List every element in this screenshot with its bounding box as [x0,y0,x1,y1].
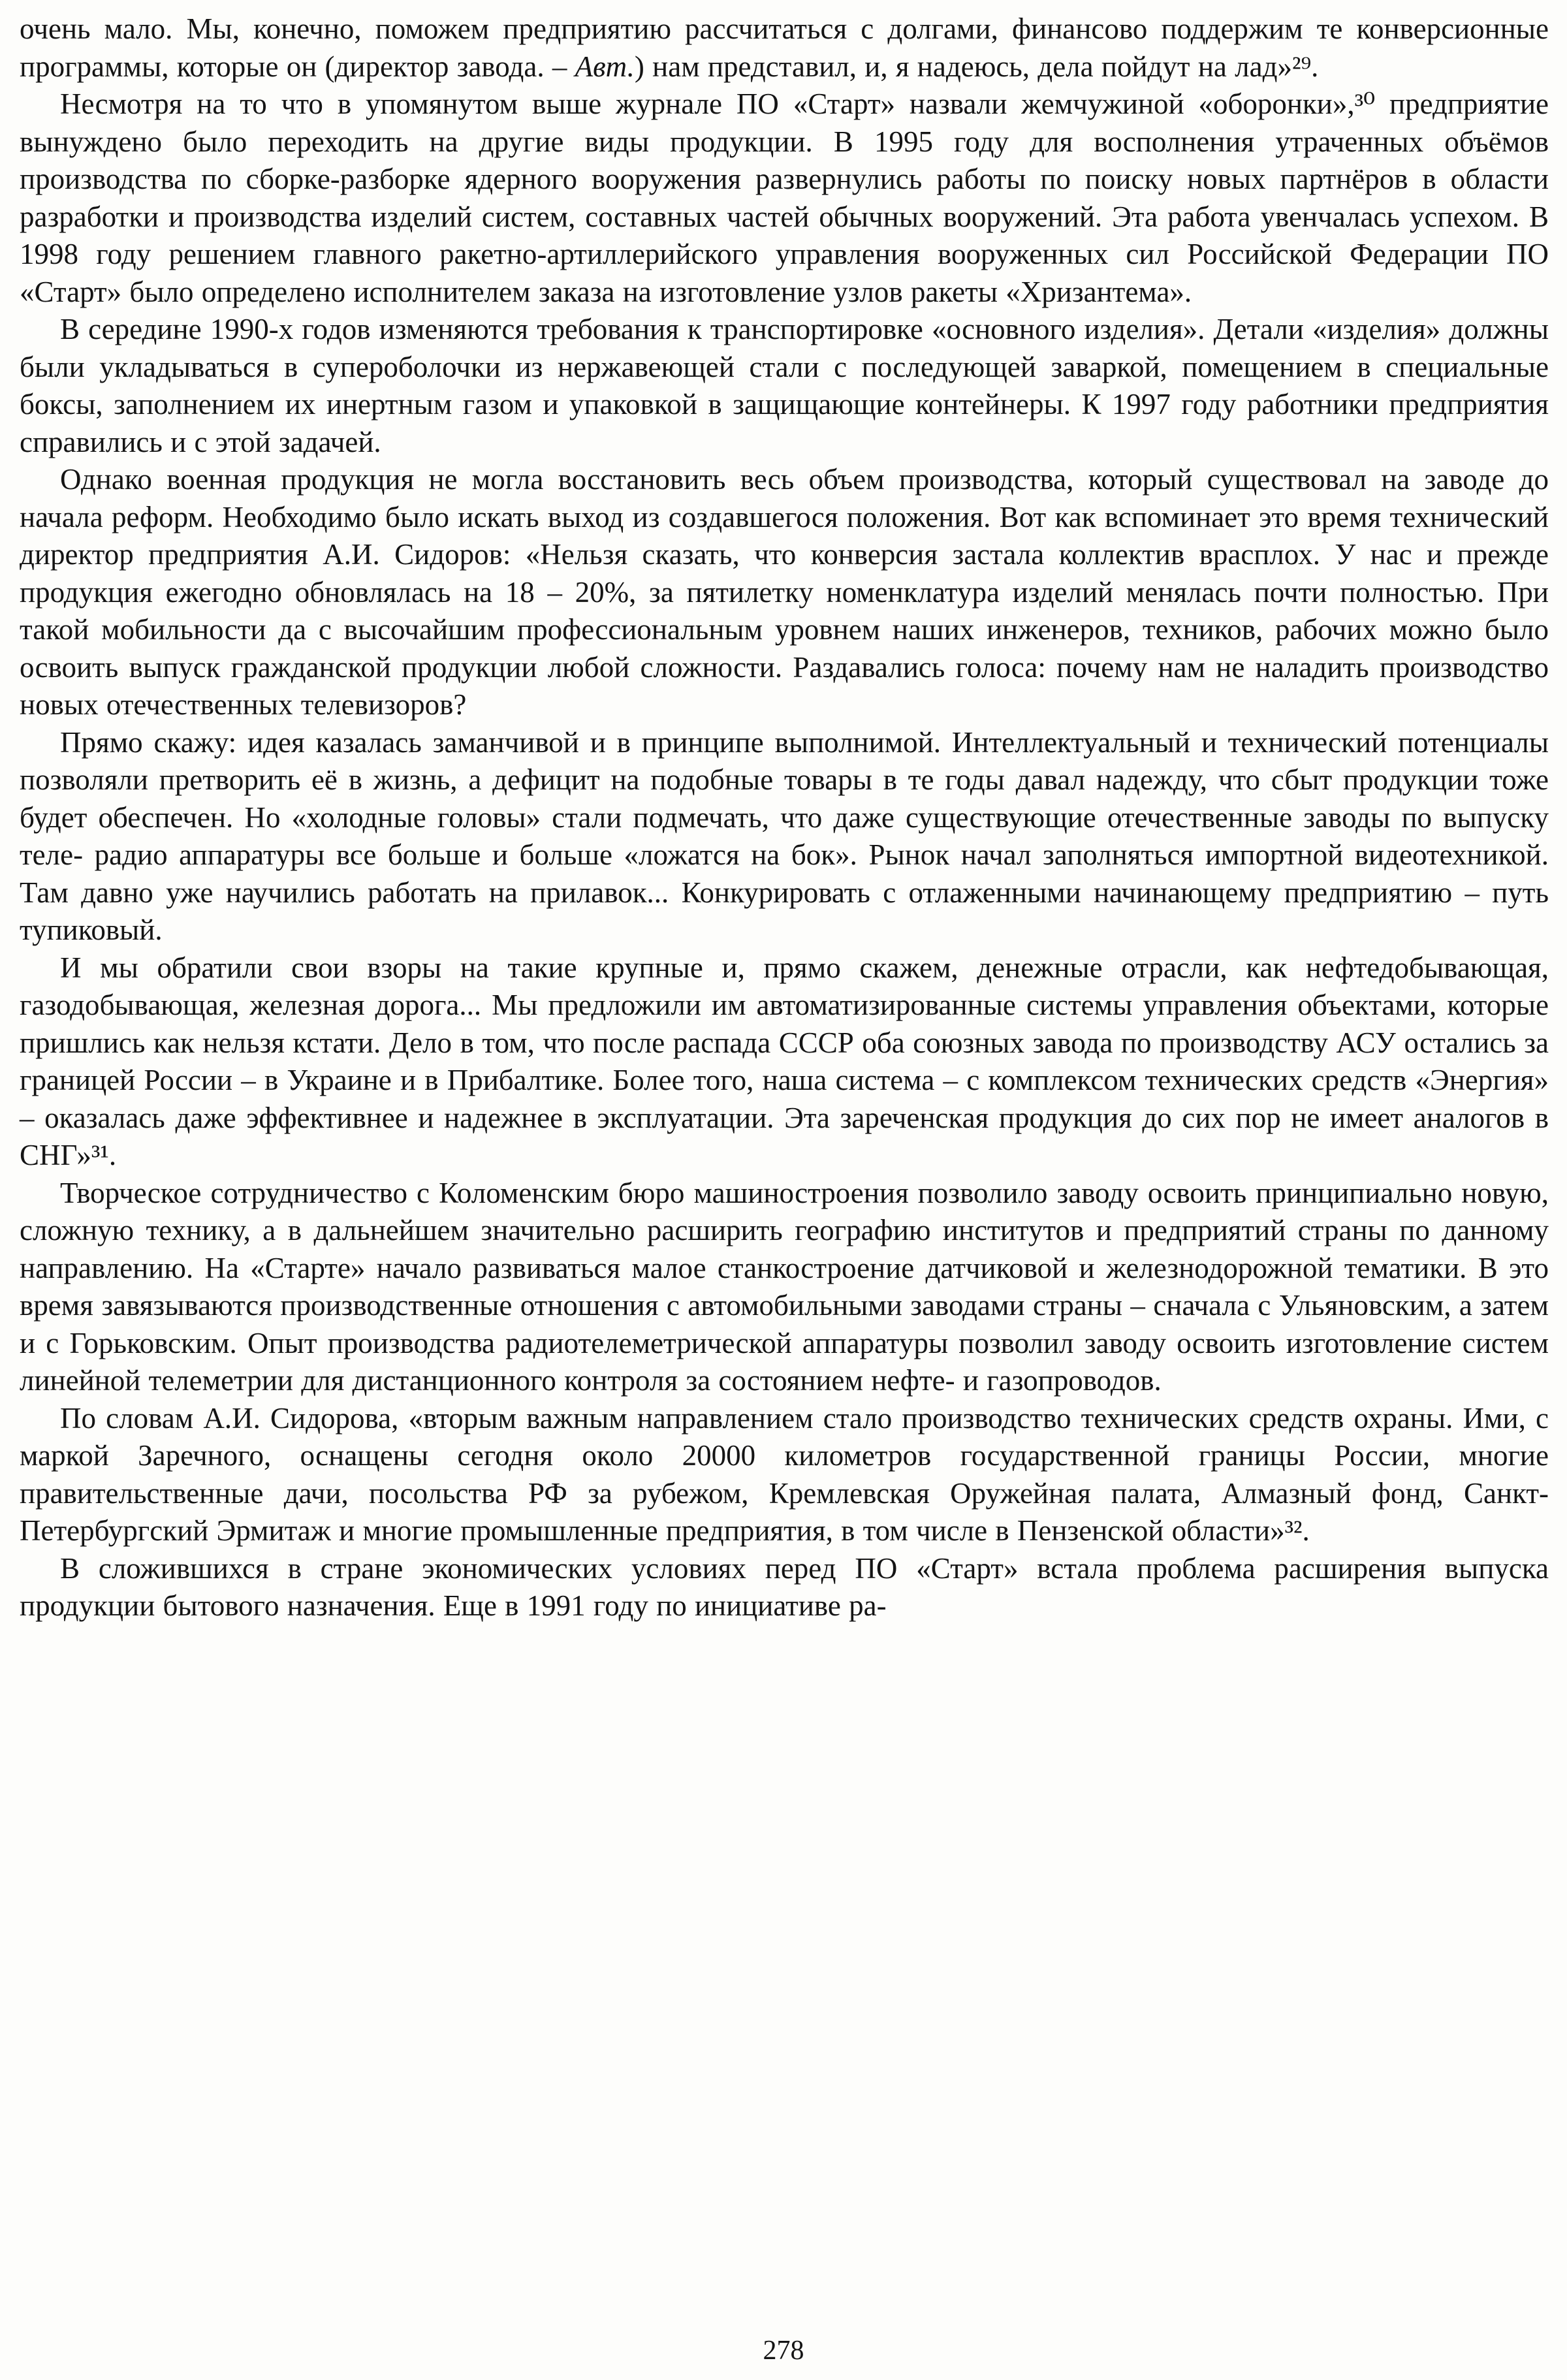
page-footer [0,2337,1567,2364]
body-paragraph: И мы обратили свои взоры на такие крупные и, прямо скажем, денежные отрасли, как нефтедобывающая, газодобывающая, железная дорога... Мы предложили им автоматизированные системы управления объектами, которые пришлись как нельзя кстати. Дело в том, что после распада СССР оба союзных завода по производству АСУ остались за границей России – в Украине и в Прибалтике. Более того, наша система – с комплексом технических средств «Энергия» – оказалась даже эффективнее и надежнее в эксплуатации. Эта зареченская продукция до сих пор не имеет аналогов в СНГ»³¹. [20,951,1549,1171]
body-paragraph: В сложившихся в стране экономических условиях перед ПО «Старт» встала проблема расширения выпуска продукции бытового назначения. Еще в 1991 году по инициативе ра- [20,1551,1549,1622]
page-text-block [20,10,1549,1625]
paragraph-text: ) нам представил, и, я надеюсь, дела пойдут на лад»²⁹. [634,50,1319,83]
body-paragraph: В середине 1990-х годов изменяются требования к транспортировке «основного изделия». Детали «изделия» должны были укладываться в супероболочки из нержавеющей стали с последующей заваркой, помещением в специальные боксы, заполнением их инертным газом и упаковкой в защищающие контейнеры. К 1997 году работники предприятия справились и с этой задачей. [20,313,1549,458]
body-paragraph: По словам А.И. Сидорова, «вторым важным направлением стало производство технических средств охраны. Ими, с маркой Заречного, оснащены сегодня около 20000 километров государственной границы России, многие правительственные дачи, посольства РФ за рубежом, Кремлевская Оружейная палата, Алмазный фонд, Санкт-Петербургский Эрмитаж и многие промышленные предприятия, в том числе в Пензенской области»³². [20,1401,1549,1547]
body-paragraph: Творческое сотрудничество с Коломенским бюро машиностроения позволило заводу освоить принципиально новую, сложную технику, а в дальнейшем значительно расширить географию институтов и предприятий страны по данному направлению. На «Старте» начало развиваться малое станкостроение датчиковой и железнодорожной тематики. В это время завязываются производственные отношения с автомобильными заводами страны – сначала с Ульяновским, а затем и с Горьковским. Опыт производства радиотелеметрической аппаратуры позволил заводу освоить изготовление систем линейной телеметрии для дистанционного контроля за состоянием нефте- и газопроводов. [20,1176,1549,1397]
body-paragraph [20,10,1549,86]
paragraph-text-italic: Авт. [575,50,635,83]
page-number: 278 [763,2336,804,2366]
body-paragraph: Однако военная продукция не могла восстановить весь объем производства, который существовал на заводе до начала реформ. Необходимо было искать выход из создавшегося положения. Вот как вспоминает это время технический директор предприятия А.И. Сидоров: «Нельзя сказать, что конверсия застала коллектив врасплох. У нас и прежде продукция ежегодно обновлялась на 18 – 20%, за пятилетку номенклатура изделий менялась почти полностью. При такой мобильности да с высочайшим профессиональным уровнем наших инженеров, техников, рабочих можно было освоить выпуск гражданской продукции любой сложности. Раздавались голоса: почему нам не наладить производство новых отечественных телевизоров? [20,463,1549,721]
paragraph-text: очень мало. Мы, конечно, поможем предприятию рассчитаться с долгами, финансово поддержим те конверсионные программы, которые он (директор завода. – [20,12,1549,83]
body-paragraph: Прямо скажу: идея казалась заманчивой и в принципе выполнимой. Интеллектуальный и технический потенциалы позволяли претворить её в жизнь, а дефицит на подобные товары в те годы давал надежду, что сбыт продукции тоже будет обеспечен. Но «холодные головы» стали подмечать, что даже существующие отечественные заводы по выпуску теле- радио аппаратуры все больше и больше «ложатся на бок». Рынок начал заполняться импортной видеотехникой. Там давно уже научились работать на прилавок... Конкурировать с отлаженными начинающему предприятию – путь тупиковый. [20,725,1549,946]
body-paragraph: Несмотря на то что в упомянутом выше журнале ПО «Старт» назвали жемчужиной «оборонки»,³⁰ предприятие вынуждено было переходить на другие виды продукции. В 1995 году для восполнения утраченных объёмов производства по сборке-разборке ядерного вооружения развернулись работы по поиску новых партнёров в области разработки и производства изделий систем, составных частей обычных вооружений. Эта работа увенчалась успехом. В 1998 году решением главного ракетно-артиллерийского управления вооруженных сил Российской Федерации ПО «Старт» было определено исполнителем заказа на изготовление узлов ракеты «Хризантема». [20,87,1549,308]
